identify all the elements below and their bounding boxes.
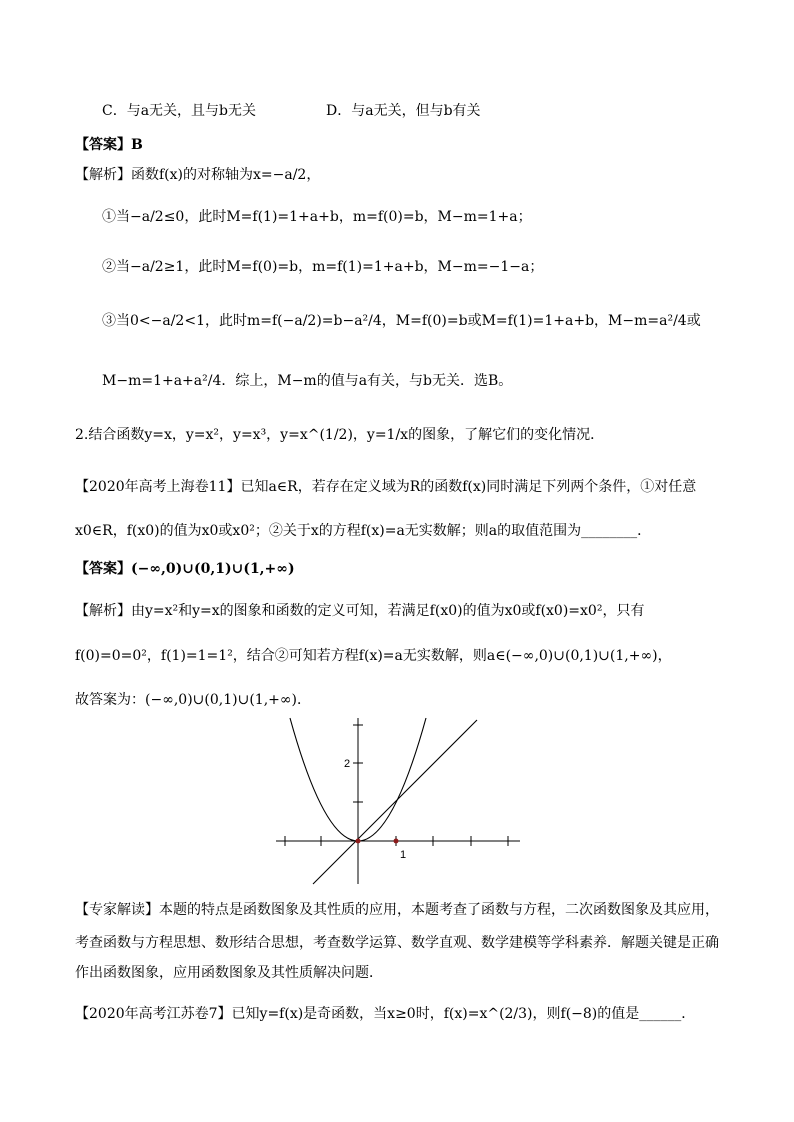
y-tick-label-2: 2 [344, 758, 351, 770]
question-2: 【2020年高考江苏卷7】已知y=f(x)是奇函数，当x≥0时，f(x)=x^(2/3)，则f(−8)的值是______． [75, 1006, 696, 1022]
case-2: ②当−a/2≥1，此时M=f(0)=b，m=f(1)=1+a+b，M−m=−1−a； [102, 259, 544, 275]
x-tick-label-1: 1 [400, 849, 407, 861]
case-3: ③当0<−a/2<1，此时m=f(−a/2)=b−a²/4，M=f(0)=b或M=f(1)=1+a+b，M−m=a²/4或 [102, 313, 701, 329]
expert-commentary-line-2: 考查函数与方程思想、数形结合思想，考查数学运算、数学直观、数学建模等学科素养．解题关键是正确 [75, 935, 719, 951]
expert-commentary-line-3: 作出函数图象，应用函数图象及其性质解决问题． [75, 965, 383, 981]
case-3-continued: M−m=1+a+a²/4．综上，M−m的值与a有关，与b无关．选B。 [102, 373, 513, 389]
option-c: C．与a无关，且与b无关 [102, 103, 257, 119]
point-one [394, 839, 399, 844]
answer-1: 【答案】B [75, 137, 143, 153]
answer-2: 【答案】(−∞,0)∪(0,1)∪(1,+∞) [75, 561, 295, 577]
explanation-1-head: 【解析】函数f(x)的对称轴为x=−a/2， [75, 167, 321, 183]
function-graph [270, 712, 530, 888]
origin-point [356, 839, 361, 844]
item-2: 2.结合函数y=x，y=x²，y=x³，y=x^(1/2)，y=1/x的图象，了解它们的变化情况． [75, 427, 605, 443]
explanation-2-line-2: f(0)=0=0²，f(1)=1=1²，结合②可知若方程f(x)=a无实数解，则a∈(−∞,0)∪(0,1)∪(1,+∞)， [75, 648, 672, 664]
explanation-2-line-3: 故答案为：(−∞,0)∪(0,1)∪(1,+∞)． [75, 692, 311, 708]
expert-commentary-line-1: 【专家解读】本题的特点是函数图象及其性质的应用，本题考查了函数与方程，二次函数图象及其应用， [75, 902, 719, 918]
explanation-2-line-1: 【解析】由y=x²和y=x的图象和函数的定义可知，若满足f(x0)的值为x0或f(x0)=x0²，只有 [75, 603, 645, 619]
case-1: ①当−a/2≤0，此时M=f(1)=1+a+b，m=f(0)=b，M−m=1+a； [102, 209, 532, 225]
question-1-line-2: x0∈R，f(x0)的值为x0或x0²；②关于x的方程f(x)=a无实数解；则a的取值范围为________． [75, 523, 652, 539]
identity-line [313, 720, 477, 884]
question-1-line-1: 【2020年高考上海卷11】已知a∈R，若存在定义域为R的函数f(x)同时满足下列两个条件，①对任意 [75, 479, 697, 495]
option-d: D．与a无关，但与b有关 [326, 103, 481, 119]
